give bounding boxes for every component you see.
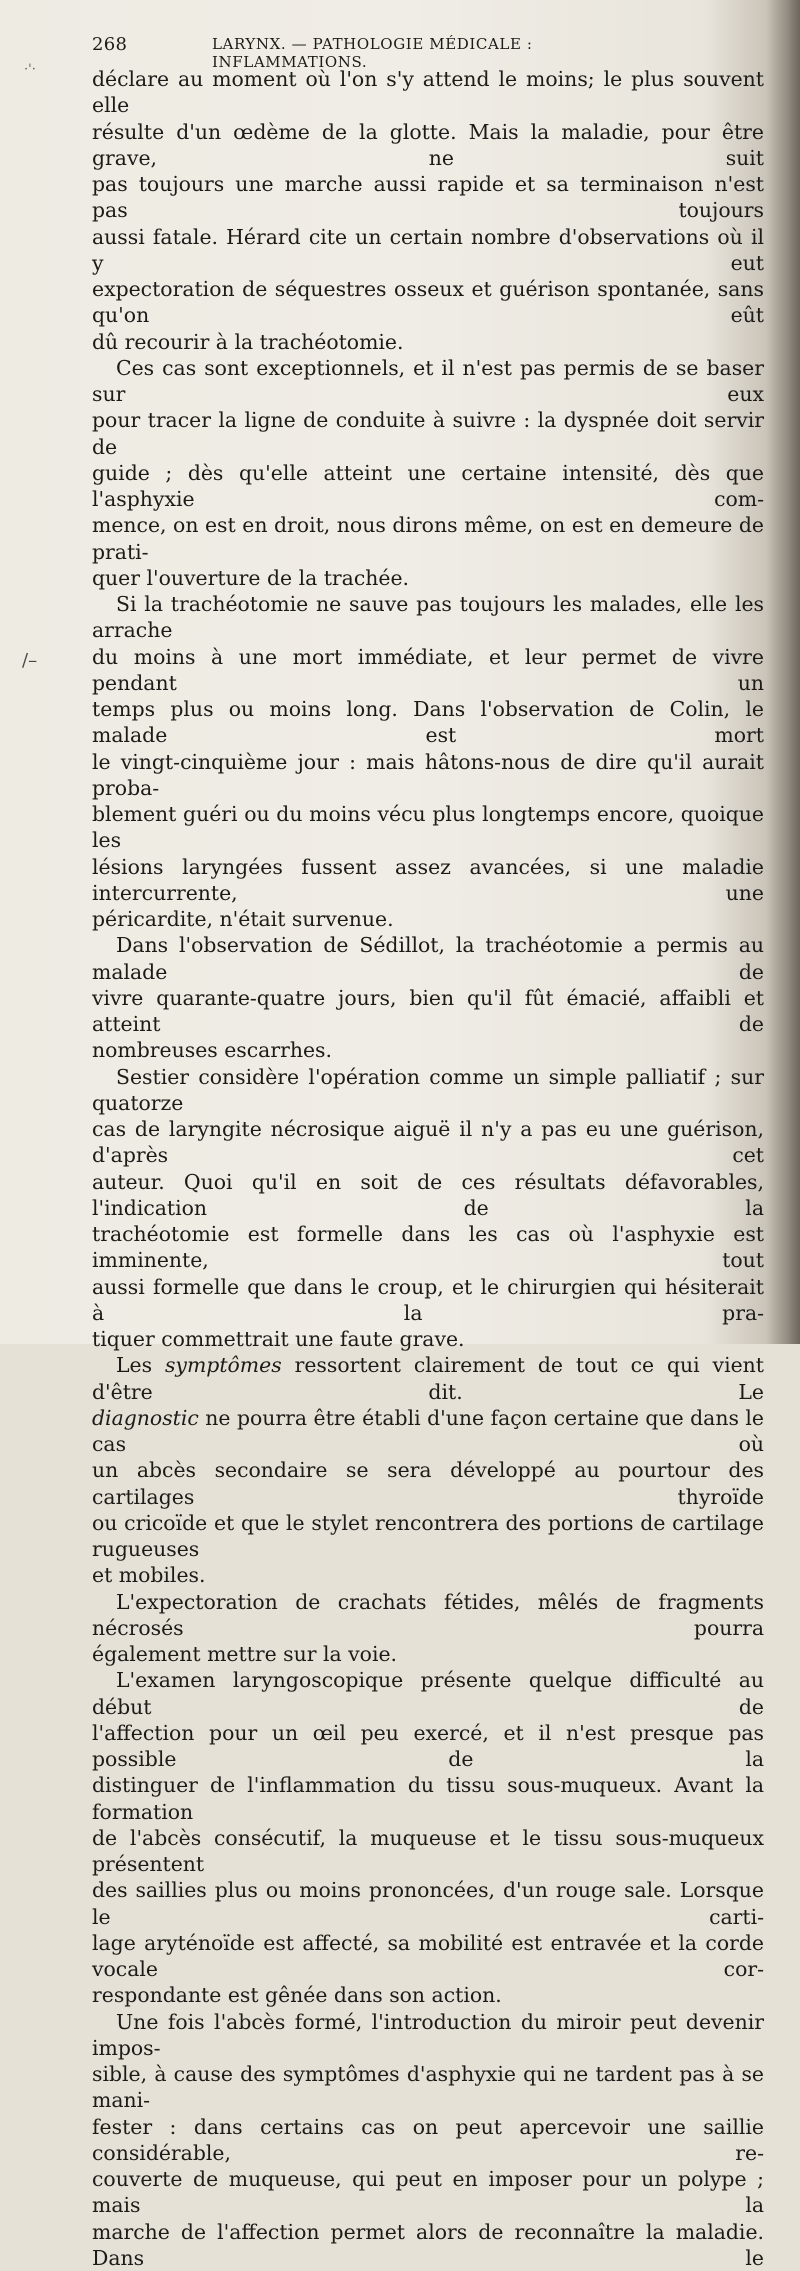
- page-number: 268: [92, 34, 127, 55]
- text-line: mence, on est en droit, nous dirons même, on est en demeure de prati-: [92, 512, 764, 565]
- text-line: pas toujours une marche aussi rapide et sa terminaison n'est pas toujours: [92, 171, 764, 224]
- text-line: guide ; dès qu'elle atteint une certaine intensité, dès que l'asphyxie com-: [92, 460, 764, 513]
- text-line: péricardite, n'était survenue.: [92, 906, 764, 932]
- text-line: un abcès secondaire se sera développé au pourtour des cartilages thyroïde: [92, 1457, 764, 1510]
- text-line: cas de laryngite nécrosique aiguë il n'y a pas eu une guérison, d'après cet: [92, 1116, 764, 1169]
- text-line: tiquer commettrait une faute grave.: [92, 1326, 764, 1352]
- text-line: de l'abcès consécutif, la muqueuse et le tissu sous-muqueux présentent: [92, 1825, 764, 1878]
- text-line: des saillies plus ou moins prononcées, d'un rouge sale. Lorsque le carti-: [92, 1877, 764, 1930]
- text-line: respondante est gênée dans son action.: [92, 1982, 764, 2008]
- text-line: Sestier considère l'opération comme un simple palliatif ; sur quatorze: [92, 1064, 764, 1117]
- text-line: du moins à une mort immédiate, et leur permet de vivre pendant un: [92, 644, 764, 697]
- text-line: L'examen laryngoscopique présente quelque difficulté au début de: [92, 1667, 764, 1720]
- text-line: couverte de muqueuse, qui peut en imposer pour un polype ; mais la: [92, 2166, 764, 2219]
- text-line: expectoration de séquestres osseux et guérison spontanée, sans qu'on eût: [92, 276, 764, 329]
- text-line: et mobiles.: [92, 1562, 764, 1588]
- emphasized-word: symptômes: [165, 1353, 282, 1377]
- text-line: quer l'ouverture de la trachée.: [92, 565, 764, 591]
- margin-mark-side: /–: [22, 650, 37, 671]
- text-line: sible, à cause des symptômes d'asphyxie qui ne tardent pas à se mani-: [92, 2061, 764, 2114]
- text-line: Ces cas sont exceptionnels, et il n'est pas permis de se baser sur eux: [92, 355, 764, 408]
- body-text: [92, 66, 764, 2271]
- text-line: déclare au moment où l'on s'y attend le moins; le plus souvent elle: [92, 66, 764, 119]
- text-line: Si la trachéotomie ne sauve pas toujours les malades, elle les arrache: [92, 591, 764, 644]
- text-line: l'affection pour un œil peu exercé, et il n'est presque pas possible de la: [92, 1720, 764, 1773]
- text-line: vivre quarante-quatre jours, bien qu'il fût émacié, affaibli et atteint de: [92, 985, 764, 1038]
- text-line: aussi fatale. Hérard cite un certain nombre d'observations où il y eut: [92, 224, 764, 277]
- text-line: trachéotomie est formelle dans les cas où l'asphyxie est imminente, tout: [92, 1221, 764, 1274]
- text-line: résulte d'un œdème de la glotte. Mais la maladie, pour être grave, ne suit: [92, 119, 764, 172]
- text-line: lésions laryngées fussent assez avancées, si une maladie intercurrente, une: [92, 854, 764, 907]
- text-line: blement guéri ou du moins vécu plus longtemps encore, quoique les: [92, 801, 764, 854]
- text-line: Une fois l'abcès formé, l'introduction du miroir peut devenir impos-: [92, 2009, 764, 2062]
- text-line: Les symptômes ressortent clairement de tout ce qui vient d'être dit. Le: [92, 1352, 764, 1405]
- text-line: Dans l'observation de Sédillot, la trachéotomie a permis au malade de: [92, 932, 764, 985]
- text-line: le vingt-cinquième jour : mais hâtons-nous de dire qu'il aurait proba-: [92, 749, 764, 802]
- text-line: marche de l'affection permet alors de reconnaître la maladie. Dans le: [92, 2219, 764, 2271]
- text-line: dû recourir à la trachéotomie.: [92, 329, 764, 355]
- running-title: LARYNX. — PATHOLOGIE MÉDICALE : INFLAMMATIONS.: [212, 35, 672, 71]
- text-line: aussi formelle que dans le croup, et le chirurgien qui hésiterait à la pra-: [92, 1274, 764, 1327]
- text-line: lage aryténoïde est affecté, sa mobilité est entravée et la corde vocale cor-: [92, 1930, 764, 1983]
- text-line: fester : dans certains cas on peut apercevoir une saillie considérable, re-: [92, 2114, 764, 2167]
- emphasized-word: diagnostic: [92, 1406, 199, 1430]
- text-line: distinguer de l'inflammation du tissu sous-muqueux. Avant la formation: [92, 1772, 764, 1825]
- text-line: diagnostic ne pourra être établi d'une façon certaine que dans le cas où: [92, 1405, 764, 1458]
- text-line: ou cricoïde et que le stylet rencontrera des portions de cartilage rugueuses: [92, 1510, 764, 1563]
- text-line: nombreuses escarrhes.: [92, 1037, 764, 1063]
- margin-mark-top: ·'·: [24, 62, 36, 77]
- text-line: temps plus ou moins long. Dans l'observation de Colin, le malade est mort: [92, 696, 764, 749]
- page-gutter-shadow: [766, 0, 800, 1344]
- text-line: L'expectoration de crachats fétides, mêlés de fragments nécrosés pourra: [92, 1589, 764, 1642]
- page-header: [92, 34, 672, 58]
- text-line: auteur. Quoi qu'il en soit de ces résultats défavorables, l'indication de la: [92, 1169, 764, 1222]
- text-line: également mettre sur la voie.: [92, 1641, 764, 1667]
- text-line: pour tracer la ligne de conduite à suivre : la dyspnée doit servir de: [92, 407, 764, 460]
